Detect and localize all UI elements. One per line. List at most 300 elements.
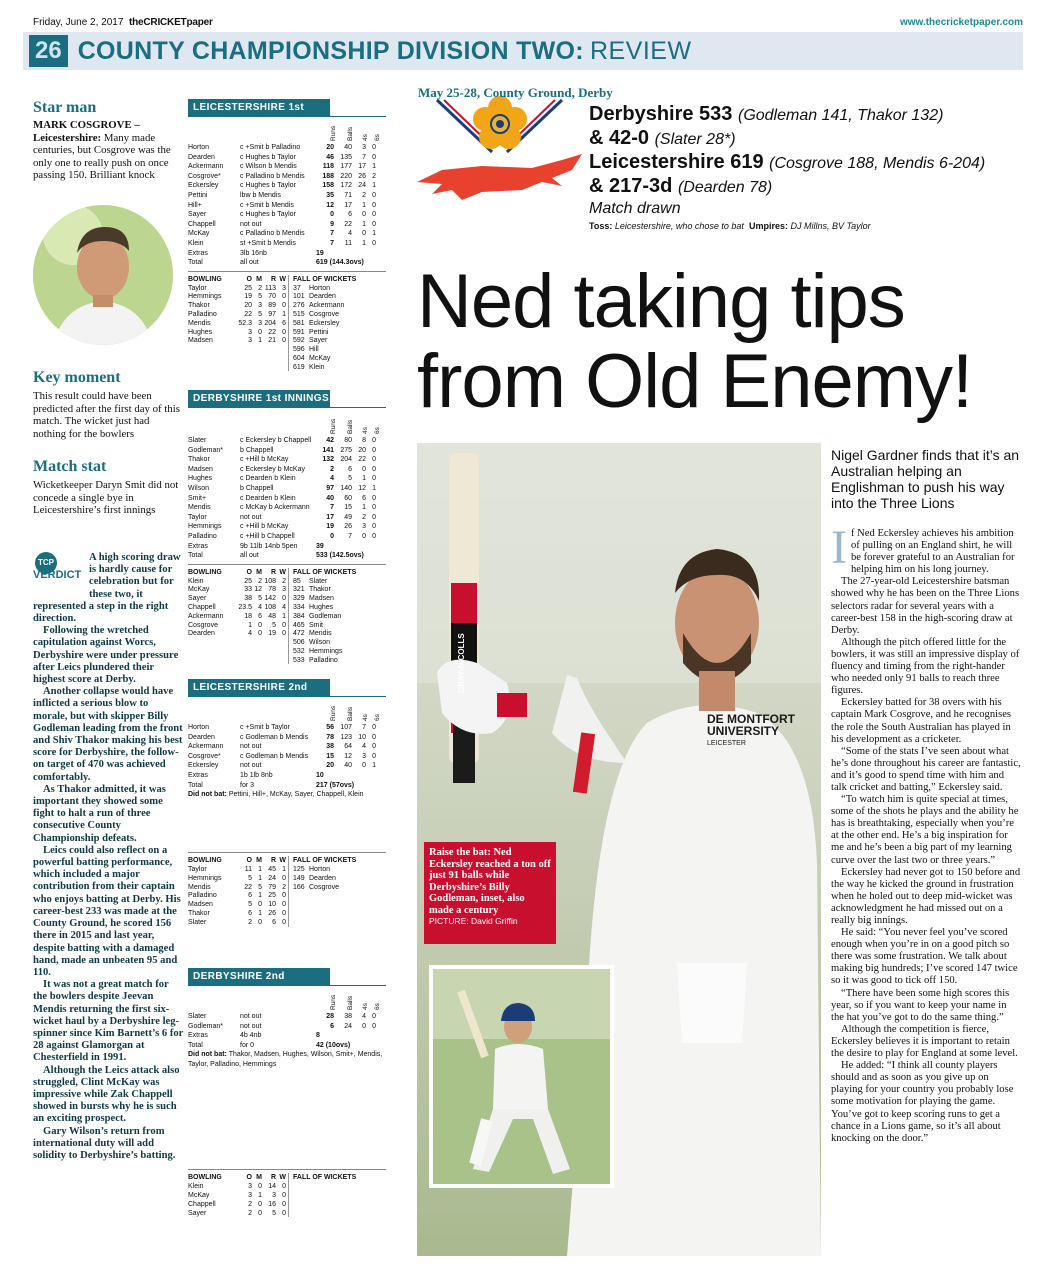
fow-score: 166 (293, 883, 305, 891)
batting-row (188, 761, 386, 771)
fall-of-wicket-row (293, 874, 386, 883)
wickets: 0 (282, 621, 286, 629)
balls: 38 (344, 1013, 352, 1020)
fall-of-wicket-row (293, 621, 386, 630)
dismissal: for 0 (240, 1041, 255, 1049)
runs: 19 (316, 249, 324, 257)
fow-batter: Ackermann (309, 302, 345, 310)
balls: 24 (344, 1022, 352, 1030)
wickets: 0 (282, 909, 286, 917)
sixes: 0 (372, 220, 376, 228)
overs: 2 (248, 1200, 252, 1208)
section-suffix: REVIEW (589, 36, 692, 65)
sixes: 0 (372, 1013, 376, 1020)
sidebar-left (33, 99, 185, 182)
verdict-paragraph: Leics could also reflect on a powerful batting performance, which included a major contribution from their captain who enjoys batting at Derby. His career-best 233 was made at the County Ground, he scored 156 there in 2015 and last year, despite batting with a damaged hand, made an unbeaten 95 and 110. (33, 844, 181, 978)
balls: 135 (340, 153, 352, 161)
runs-conceded: 78 (268, 586, 276, 594)
balls: 107 (340, 724, 352, 731)
batting-row (188, 513, 386, 523)
overs: 2 (248, 918, 252, 926)
bowling-row (188, 328, 288, 337)
batting-row (188, 532, 386, 542)
article-paragraph: “Some of the stats I’ve seen about what he’s done throughout his career are fantastic, and it’s good to spend time with him and talk cricket and batting,” Eckersley said. (831, 745, 1021, 793)
batter-name: Ackermann (188, 163, 224, 171)
fow-score: 276 (293, 302, 305, 310)
bowling-row (188, 301, 288, 310)
batting-row (188, 210, 386, 220)
fow-batter: Godleman (309, 612, 342, 620)
fours: 0 (362, 762, 366, 770)
sixes: 0 (372, 153, 376, 161)
bat-brand-text: GRAY-NICOLLS (457, 633, 466, 693)
runs-conceded: 89 (268, 302, 276, 310)
batting-row (188, 153, 386, 163)
scorecard-leics-2nd: LEICESTERSHIRE 2nd INNINGS Runs Balls 4s 6s Horton c +Smit b Taylor 56 107 7 0 Dearden c Godleman b Mendis 78 123 10 0 Ackermann not out 38 64 4 0 Cosgrove* c Godleman b Mendis 15 12 3 0 Eckersley not out 20 40 0 1 Extras 1b 1lb 8nb 10 Total for 3 217 (57ovs) Did not bat: Pettini, Hill+, McKay, Sayer, Chappell, Klein BOWLING O M R W Taylor 11 1 45 1 Hemmings 5 1 24 0 Mendis 22 5 79 2 Palladino 6 1 25 0 Madsen 5 0 10 0 Thakor 6 1 26 0 Slater 2 0 6 0 FALL OF WICKETS 125 Horton 149 Dearden 166 Cosgrove (188, 679, 386, 927)
dismissal: 1b 1lb 8nb (240, 771, 273, 779)
star-man-name: MARK COSGROVE – Leicestershire: (33, 119, 140, 144)
dismissal: all out (240, 259, 259, 267)
page-number: 26 (29, 35, 68, 67)
bowling-row (188, 621, 288, 630)
balls: 7 (348, 532, 352, 540)
bowling-row (188, 310, 288, 319)
sixes: 0 (372, 1022, 376, 1030)
bowling-row (188, 900, 288, 909)
runs-conceded: 142 (264, 595, 276, 603)
scorecard-derby-2nd: DERBYSHIRE 2nd INNINGS Runs Balls 4s 6s Slater not out 28 38 4 0 Godleman* not out 6 24 0 0 Extras 4b 4nb 8 Total for 0 42 (10ovs) Did not bat: Thakor, Madsen, Hughes, Wilson, Smit+, Mendis, Taylor, Palladino, Hemmings BOWLING O M R W Klein 3 0 14 0 McKay 3 1 3 0 Chappell 2 0 16 0 Sayer 2 0 5 0 FALL OF WICKETS (188, 968, 386, 1217)
batting-row (188, 723, 386, 733)
batting-rows (188, 143, 386, 268)
bowler-name: McKay (188, 586, 210, 594)
dismissal: st +Smit b Mendis (240, 239, 296, 247)
fow-score: 149 (293, 874, 305, 882)
wickets: 0 (282, 874, 286, 882)
fours: 22 (358, 456, 366, 464)
overs: 6 (248, 909, 252, 917)
sixes: 0 (372, 456, 376, 464)
wickets: 0 (282, 293, 286, 301)
verdict-paragraph: Following the wretched capitulation against Worcs, Derbyshire were under pressure after Leics plundered their highest score at Derby. (33, 625, 179, 686)
match-stat-text: Wicketkeeper Daryn Smit did not concede a single bye in Leicestershire’s first innings (33, 479, 179, 517)
sixes: 0 (372, 752, 376, 760)
batter-name: Eckersley (188, 182, 219, 190)
sixes: 2 (372, 172, 376, 180)
bowler-name: Thakor (188, 302, 210, 310)
bowler-name: Cosgrove (188, 621, 218, 629)
dismissal: c +Smit b Taylor (240, 724, 290, 731)
fow-score: 472 (293, 630, 305, 638)
player-portrait-image (33, 205, 173, 345)
dismissal: b Chappell (240, 484, 274, 492)
score-derby-1: Derbyshire 533 (589, 103, 733, 125)
batting-row (188, 181, 386, 191)
batting-row (188, 771, 386, 781)
fow-batter: Madsen (309, 595, 334, 603)
fow-score: 37 (293, 284, 301, 292)
wickets: 2 (282, 883, 286, 891)
overs: 2 (248, 1209, 252, 1217)
bowler-name: Palladino (188, 310, 217, 318)
tcp-verdict (33, 552, 185, 1256)
runs: 132 (322, 456, 334, 464)
runs-conceded: 45 (268, 865, 276, 873)
batter-name: Slater (188, 1013, 207, 1020)
dismissal: c Palladino b Mendis (240, 230, 305, 238)
sixes: 0 (372, 191, 376, 199)
runs-conceded: 3 (272, 1191, 276, 1199)
inset-batsman-image (433, 969, 610, 1184)
drop-cap: I (831, 528, 847, 574)
fow-batter: Eckersley (309, 319, 340, 327)
batting-row (188, 436, 386, 446)
innings-title: LEICESTERSHIRE 1st INNINGS (188, 99, 330, 116)
runs-conceded: 21 (268, 337, 276, 345)
batter-name: Hemmings (188, 523, 222, 531)
runs: 619 (144.3ovs) (316, 259, 364, 267)
maidens: 0 (258, 918, 262, 926)
sixes: 0 (372, 437, 376, 444)
fow-batter: Smit (309, 621, 323, 629)
fow-batter: Slater (309, 577, 328, 585)
batting-row (188, 542, 386, 552)
star-man-photo (33, 205, 173, 345)
fours: 2 (362, 191, 366, 199)
inset-photo (429, 965, 614, 1188)
sixes: 0 (372, 494, 376, 502)
fall-of-wicket-row (293, 284, 386, 293)
dismissal: c Hughes b Taylor (240, 153, 296, 161)
page-header-strip (33, 14, 1023, 30)
runs: 42 (326, 437, 334, 444)
maidens: 2 (258, 577, 262, 585)
bowling-figures: BOWLING O M R W Taylor 25 2 113 3 Hemmings 19 5 70 0 Thakor 20 3 89 0 Palladino 22 5 97 1 Mendis 52.3 3 204 6 Hughes 3 0 22 0 Madsen 3 1 21 0 (188, 275, 286, 345)
fall-of-wicket-row (293, 647, 386, 656)
dismissal: c +Hill b Chappell (240, 532, 295, 540)
batting-row (188, 465, 386, 475)
runs-conceded: 24 (268, 874, 276, 882)
maidens: 1 (258, 337, 262, 345)
article-paragraph: The 27-year-old Leicestershire batsman showed why he has been on the Three Lions selectors radar for several years with a career-best 158 in the high-scoring draw at Derby. (831, 576, 1020, 636)
bowler-name: Hemmings (188, 874, 222, 882)
wickets: 0 (282, 328, 286, 336)
fall-of-wicket-row (293, 865, 386, 874)
sixes: 1 (372, 182, 376, 190)
maidens: 1 (258, 865, 262, 873)
paper-name: theCRICKETpaper (129, 16, 213, 28)
match-result: Match drawn (589, 200, 681, 217)
fall-of-wickets: FALL OF WICKETS 37 Horton 101 Dearden 276 Ackermann 515 Cosgrove 581 Eckersley 591 Pettini 592 Sayer 596 Hill 604 McKay 619 Klein (288, 275, 386, 372)
runs: 12 (326, 201, 334, 209)
dismissal: c Godleman b Mendis (240, 752, 309, 760)
maidens: 1 (258, 909, 262, 917)
runs-conceded: 48 (268, 612, 276, 620)
fall-of-wicket-row (293, 629, 386, 638)
fours: 10 (358, 733, 366, 741)
sixes: 0 (372, 743, 376, 751)
fow-score: 465 (293, 621, 305, 629)
fall-of-wicket-row (293, 577, 386, 586)
dismissal: c +Smit b Mendis (240, 201, 294, 209)
balls: 204 (340, 456, 352, 464)
batting-row (188, 1031, 386, 1041)
balls: 275 (340, 446, 352, 454)
bowling-row (188, 909, 288, 918)
sixes: 1 (372, 163, 376, 171)
runs: 19 (326, 523, 334, 531)
verdict-body (33, 552, 185, 1162)
fow-batter: Thakor (309, 586, 331, 594)
verdict-paragraph: Although the Leics attack also struggled, Clint McKay was impressive while Zak Chappell showed in bursts why he is such an exciting prospect. (33, 1064, 180, 1125)
batting-row (188, 239, 386, 249)
sixes: 0 (372, 201, 376, 209)
wickets: 0 (282, 302, 286, 310)
fours: 4 (362, 1013, 366, 1020)
dismissal: c Palladino b Mendis (240, 172, 305, 180)
batter-name: Hill+ (188, 201, 202, 209)
score-leics-1: Leicestershire 619 (589, 151, 764, 173)
bowler-name: Hughes (188, 328, 213, 336)
overs: 22 (244, 310, 252, 318)
bowling-row (188, 292, 288, 301)
runs-conceded: 204 (264, 319, 276, 327)
runs: 141 (322, 446, 334, 454)
balls: 80 (344, 437, 352, 444)
batter-name: Wilson (188, 484, 210, 492)
fall-of-wicket-row (293, 612, 386, 621)
section-title: COUNTY CHAMPIONSHIP DIVISION TWO: (77, 36, 584, 65)
bowling-row (188, 603, 288, 612)
wickets: 0 (282, 901, 286, 909)
photo-credit: PICTURE: David Griffin (429, 916, 518, 926)
batter-name: Sayer (188, 211, 207, 219)
fours: 1 (362, 201, 366, 209)
wickets: 0 (282, 1191, 286, 1199)
batter-name: Pettini (188, 191, 208, 199)
bowling-row (188, 319, 288, 328)
dismissal: c Eckersley b Chappell (240, 437, 312, 444)
bowler-name: Sayer (188, 595, 207, 603)
fours: 17 (358, 163, 366, 171)
fow-batter: Hemmings (309, 647, 343, 655)
bowler-name: Dearden (188, 630, 215, 638)
balls: 12 (344, 752, 352, 760)
runs-conceded: 10 (268, 901, 276, 909)
fow-batter: Horton (309, 284, 331, 292)
runs: 10 (316, 771, 324, 779)
wickets: 1 (282, 310, 286, 318)
bowling-row (188, 1191, 288, 1200)
dismissal: 4b 4nb (240, 1032, 262, 1040)
dismissal: c Dearden b Klein (240, 494, 296, 502)
balls: 26 (344, 523, 352, 531)
fours: 20 (358, 446, 366, 454)
batter-name: Klein (188, 239, 204, 247)
sixes: 0 (372, 532, 376, 540)
batter-name: Thakor (188, 456, 210, 464)
sixes: 1 (372, 230, 376, 238)
batting-row (188, 781, 386, 791)
batter-name: Total (188, 1041, 203, 1049)
batting-row (188, 551, 386, 561)
bowling-row (188, 874, 288, 883)
photo-caption (424, 842, 556, 944)
batter-name: Ackermann (188, 743, 224, 751)
overs: 25 (244, 284, 252, 292)
batter-name: Taylor (188, 513, 207, 521)
fall-of-wicket-row (293, 310, 386, 319)
runs: 35 (326, 191, 334, 199)
fow-score: 591 (293, 328, 305, 336)
overs: 4 (248, 630, 252, 638)
runs-conceded: 26 (268, 909, 276, 917)
balls: 6 (348, 465, 352, 473)
fours: 24 (358, 182, 366, 190)
maidens: 0 (258, 1209, 262, 1217)
fow-batter: Hughes (309, 603, 334, 611)
fow-batter: Hill (309, 346, 319, 354)
bowling-row (188, 284, 288, 293)
dismissal: all out (240, 552, 259, 560)
batter-name: Palladino (188, 532, 217, 540)
runs: 0 (330, 532, 334, 540)
fours: 0 (362, 211, 366, 219)
club-crests (412, 82, 587, 212)
bowling-row (188, 1200, 288, 1209)
verdict-paragraph: A high scoring draw is hardly cause for celebration but for these two, it represented a step in the right direction. (33, 552, 181, 625)
bowling-row (188, 612, 288, 621)
fours: 12 (358, 484, 366, 492)
balls: 71 (344, 191, 352, 199)
fall-of-wicket-row (293, 336, 386, 345)
dismissal: not out (240, 513, 262, 521)
dismissal: c Eckersley b McKay (240, 465, 305, 473)
fall-of-wicket-row (293, 345, 386, 354)
batter-name: Dearden (188, 733, 215, 741)
batting-row (188, 258, 386, 268)
sixes: 0 (372, 446, 376, 454)
dismissal: b Chappell (240, 446, 274, 454)
fow-batter: Cosgrove (309, 310, 339, 318)
bowling-row (188, 891, 288, 900)
fall-of-wicket-row (293, 319, 386, 328)
fow-score: 321 (293, 586, 305, 594)
fow-score: 384 (293, 612, 305, 620)
bowling-row (188, 594, 288, 603)
maidens: 5 (258, 293, 262, 301)
balls: 5 (348, 475, 352, 483)
bowler-name: Madsen (188, 337, 213, 345)
bowler-name: Klein (188, 1183, 204, 1191)
batting-row (188, 249, 386, 259)
runs-conceded: 19 (268, 630, 276, 638)
runs: 56 (326, 724, 334, 731)
column-headers: Runs Balls 4s 6s (330, 125, 381, 141)
fours: 0 (362, 465, 366, 473)
sixes: 1 (372, 762, 376, 770)
runs: 7 (330, 239, 334, 247)
runs-conceded: 22 (268, 328, 276, 336)
verdict-paragraph: Gary Wilson’s return from international duty will add solidity to Derbyshire’s batting. (33, 1125, 176, 1161)
fall-of-wicket-row (293, 328, 386, 337)
dismissal: c Wilson b Mendis (240, 163, 297, 171)
overs: 5 (248, 874, 252, 882)
fall-of-wicket-row (293, 594, 386, 603)
maidens: 12 (254, 586, 262, 594)
overs: 3 (248, 1183, 252, 1191)
runs: 7 (330, 230, 334, 238)
sixes: 0 (372, 475, 376, 483)
balls: 17 (344, 201, 352, 209)
batting-row (188, 742, 386, 752)
batter-name: Horton (188, 724, 210, 731)
runs: 42 (10ovs) (316, 1041, 351, 1049)
article-first-para: f Ned Eckersley achieves his ambition of pulling on an England shirt, he will be forever grateful to an Australian for helping him on his long journey. (850, 528, 1015, 576)
fall-of-wicket-row (293, 354, 386, 363)
batter-name: Eckersley (188, 762, 219, 770)
bowling-row (188, 865, 288, 874)
batting-row (188, 455, 386, 465)
maidens: 0 (258, 630, 262, 638)
maidens: 1 (258, 874, 262, 882)
fow-batter: Mendis (309, 630, 332, 638)
batter-name: Smit+ (188, 494, 207, 502)
dismissal: c +Hill b McKay (240, 523, 289, 531)
balls: 4 (348, 230, 352, 238)
runs-conceded: 108 (264, 603, 276, 611)
did-not-bat: Pettini, Hill+, McKay, Sayer, Chappell, Klein (228, 791, 364, 799)
batter-name: Extras (188, 771, 208, 779)
batter-name: Total (188, 259, 203, 267)
runs-conceded: 113 (264, 284, 276, 292)
batting-row (188, 1022, 386, 1032)
wickets: 0 (282, 337, 286, 345)
bowler-name: Sayer (188, 1209, 207, 1217)
sixes: 0 (372, 144, 376, 151)
batter-name: Extras (188, 249, 208, 257)
headline: Ned taking tips from Old Enemy! (417, 259, 973, 424)
fow-batter: Klein (309, 363, 325, 371)
fours: 3 (362, 752, 366, 760)
innings-title: LEICESTERSHIRE 2nd INNINGS (188, 679, 330, 696)
match-scores: Derbyshire 533 (Godleman 141, Thakor 132) & 42-0 (Slater 28*) Leicestershire 619 (Cosgrove 188, Mendis 6-204) & 217-3d (Dearden 78) Match drawn Toss: Leicestershire, who chose to bat Umpires: DJ Millns, BV Taylor (589, 103, 1019, 231)
wickets: 0 (282, 595, 286, 603)
sixes: 0 (372, 733, 376, 741)
runs-conceded: 5 (272, 621, 276, 629)
runs: 7 (330, 504, 334, 512)
umpires-info: DJ Millns, BV Taylor (790, 221, 871, 231)
fours: 3 (362, 144, 366, 151)
runs: 9 (330, 220, 334, 228)
batter-name: Hughes (188, 475, 213, 483)
batter-name: McKay (188, 230, 210, 238)
website-link[interactable]: www.thecricketpaper.com (899, 16, 1023, 28)
fow-batter: Wilson (309, 639, 331, 647)
batting-row (188, 522, 386, 532)
batter-name: Godleman* (188, 1022, 224, 1030)
maidens: 6 (258, 612, 262, 620)
overs: 11 (244, 865, 252, 873)
sixes: 1 (372, 484, 376, 492)
runs: 78 (326, 733, 334, 741)
fow-score: 532 (293, 647, 305, 655)
bowling-row (188, 629, 288, 638)
fow-batter: Cosgrove (309, 883, 339, 891)
batter-name: Cosgrove* (188, 172, 221, 180)
fours: 8 (362, 437, 366, 444)
runs: 17 (326, 513, 334, 521)
dismissal: c Hughes b Taylor (240, 182, 296, 190)
